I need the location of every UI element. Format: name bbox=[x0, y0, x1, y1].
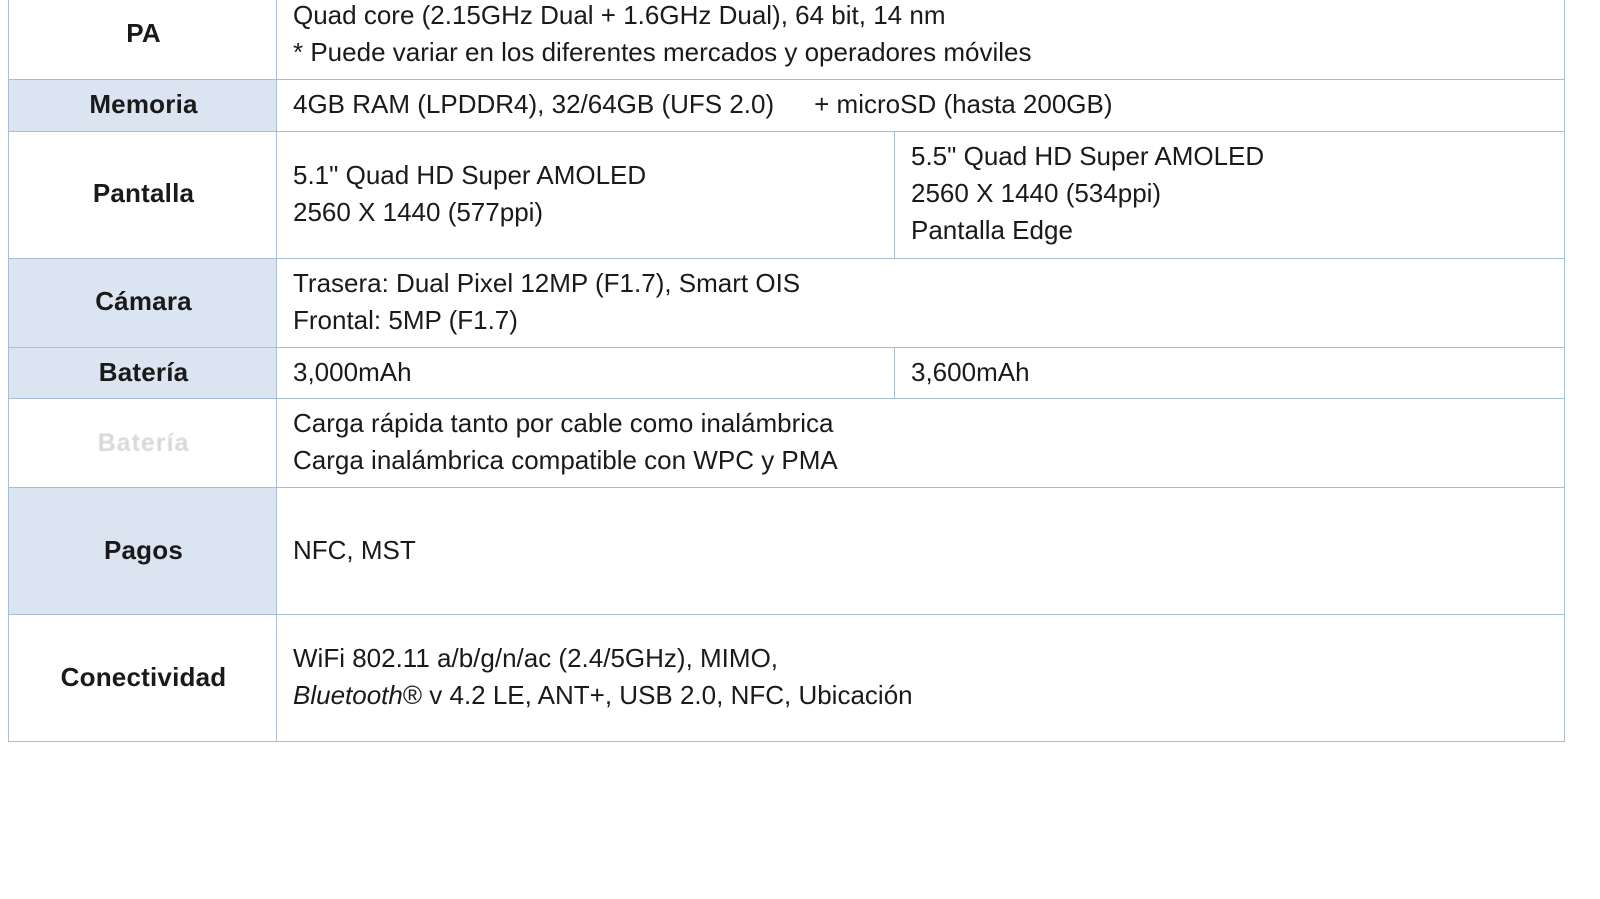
row-value-bateria-carga bbox=[277, 399, 1565, 488]
table-row bbox=[9, 131, 1565, 258]
row-label-pa: PA bbox=[9, 0, 277, 79]
conectividad-line-2 bbox=[293, 677, 1550, 714]
row-label-bateria-carga bbox=[9, 399, 277, 488]
table-row bbox=[9, 0, 1565, 79]
pantalla-b-line-3: Pantalla Edge bbox=[911, 215, 1073, 246]
memoria-part-2: + microSD (hasta 200GB) bbox=[814, 88, 1113, 119]
carga-line-2: Carga inalámbrica compatible con WPC y PMA bbox=[293, 445, 838, 476]
pantalla-b-line-2: 2560 X 1440 (534ppi) bbox=[911, 178, 1162, 209]
table-row bbox=[9, 615, 1565, 742]
specifications-table bbox=[8, 0, 1565, 742]
carga-line-1: Carga rápida tanto por cable como inalámbrica bbox=[293, 408, 834, 439]
memoria-part-1: 4GB RAM (LPDDR4), 32/64GB (UFS 2.0) bbox=[293, 88, 775, 119]
pantalla-b-line-1: 5.5" Quad HD Super AMOLED bbox=[911, 141, 1265, 172]
row-value-bateria-b: 3,600mAh bbox=[895, 347, 1565, 399]
bluetooth-wordmark: Bluetooth bbox=[293, 680, 403, 711]
table-row bbox=[9, 347, 1565, 399]
row-value-pantalla-b bbox=[895, 131, 1565, 258]
row-label-bateria: Batería bbox=[9, 347, 277, 399]
row-label-pantalla: Pantalla bbox=[9, 131, 277, 258]
faded-label-text: Batería bbox=[97, 428, 190, 457]
conectividad-line-1: WiFi 802.11 a/b/g/n/ac (2.4/5GHz), MIMO, bbox=[293, 643, 779, 674]
table-row bbox=[9, 79, 1565, 131]
row-value-camara bbox=[277, 258, 1565, 347]
pagos-line-1: NFC, MST bbox=[293, 534, 416, 565]
pantalla-a-line-2: 2560 X 1440 (577ppi) bbox=[293, 196, 544, 227]
table-row bbox=[9, 258, 1565, 347]
camara-line-1: Trasera: Dual Pixel 12MP (F1.7), Smart OIS bbox=[293, 267, 801, 298]
table-row bbox=[9, 488, 1565, 615]
conectividad-line-2-rest: ® v 4.2 LE, ANT+, USB 2.0, NFC, Ubicación bbox=[402, 680, 913, 711]
row-value-conectividad bbox=[277, 615, 1565, 742]
row-value-pagos bbox=[277, 488, 1565, 615]
row-value-memoria bbox=[277, 79, 1565, 131]
row-label-pagos: Pagos bbox=[9, 488, 277, 615]
row-label-conectividad: Conectividad bbox=[9, 615, 277, 742]
row-label-camara: Cámara bbox=[9, 258, 277, 347]
row-value-bateria-a: 3,000mAh bbox=[277, 347, 895, 399]
pa-line-2: * Puede variar en los diferentes mercados y operadores móviles bbox=[293, 36, 1032, 67]
row-label-memoria: Memoria bbox=[9, 79, 277, 131]
camara-line-2: Frontal: 5MP (F1.7) bbox=[293, 304, 518, 335]
pantalla-a-line-1: 5.1" Quad HD Super AMOLED bbox=[293, 159, 647, 190]
pa-line-1: Quad core (2.15GHz Dual + 1.6GHz Dual), 64 bit, 14 nm bbox=[293, 0, 946, 30]
row-value-pantalla-a bbox=[277, 131, 895, 258]
table-row bbox=[9, 399, 1565, 488]
row-value-pa bbox=[277, 0, 1565, 79]
